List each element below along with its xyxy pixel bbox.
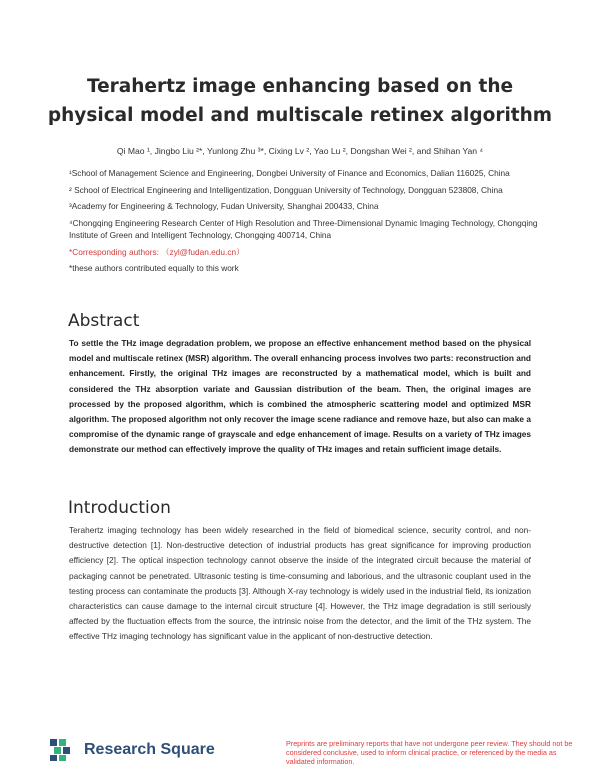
- affiliations: [69, 167, 547, 279]
- research-square-logo[interactable]: [50, 738, 250, 762]
- introduction-text: Terahertz imaging technology has been widely researched in the field of biomedical science, security control, and non-destructive detection [1]. Non-destructive detection of industrial products has great significance for improving production efficiency [2]. The optical inspection technology cannot observe the inside of the integrated circuit because the material of packaging cannot be penetrated. Ultrasonic testing is time-consuming and laborious, and the ultrasonic couplant used in the testing process can contaminate the products [3]. Although X-ray technology is widely used in the industrial field, its ionization characteristics can cause damage to the internal circuit structure [4]. However, the THz image degradation is still seriously affected by the fluctuation effects from the source, the intrinsic noise from the detector, and the limit of the THz system. The effective THz imaging technology has significant value in the applicant of non-destructive detection.: [69, 525, 531, 642]
- abstract-text: To settle the THz image degradation problem, we propose an effective enhancement method based on the physical model and multiscale retinex (MSR) algorithm. The overall enhancing process involves two parts: reconstruction and enhancement. Firstly, the original THz images are reconstructed by a mathematical model, which is built and considered the THz absorption variate and Gaussian distribution of the beam. Then, the original images are processed by the proposed algorithm, which is combined the atmospheric scattering model and optimized MSR algorithm. The proposed algorithm not only recover the image scene radiance and remove haze, but also can make a compromise of the dynamic range of grayscale and edge enhancement of image. Results on a variety of THz images demonstrate our method can effectively improve the quality of THz images and retain sufficient image details.: [69, 338, 531, 455]
- introduction-heading: Introduction: [68, 498, 171, 518]
- equal-contribution-note: *these authors contributed equally to this work: [69, 263, 239, 273]
- affiliation-3: ³Academy for Engineering & Technology, Fudan University, Shanghai 200433, China: [69, 201, 379, 211]
- title-line-1: Terahertz image enhancing based on the: [86, 76, 514, 97]
- title-line-2: physical model and multiscale retinex algorithm: [47, 105, 553, 126]
- affiliation-4: ⁴Chongqing Engineering Research Center of High Resolution and Three-Dimensional Dynamic Imaging Technology, Chongqing Institute of Green and Intelligent Technology, Chongqing 400714, China: [69, 217, 538, 240]
- preprint-disclaimer: Preprints are preliminary reports that have not undergone peer review. They should not be considered conclusive, used to inform clinical practice, or referenced by the media as validated information.: [286, 739, 573, 766]
- corresponding-authors: *Corresponding authors: （zyl@fudan.edu.cn）: [69, 246, 245, 257]
- paper-title: [40, 72, 560, 130]
- research-square-logo-text: Research Square: [84, 741, 215, 758]
- affiliation-2: ² School of Electrical Engineering and Intelligentization, Dongguan University of Technology, Dongguan 523808, China: [69, 184, 503, 195]
- affiliation-1: ¹School of Management Science and Engineering, Dongbei University of Finance and Economics, Dalian 116025, China: [69, 168, 510, 178]
- abstract-heading: Abstract: [68, 311, 140, 331]
- author-list: Qi Mao ¹, Jingbo Liu ²*, Yunlong Zhu ³*, Cixing Lv ², Yao Lu ², Dongshan Wei ², and Shihan Yan ⁴: [116, 146, 484, 156]
- research-square-logo-icon: [50, 738, 76, 762]
